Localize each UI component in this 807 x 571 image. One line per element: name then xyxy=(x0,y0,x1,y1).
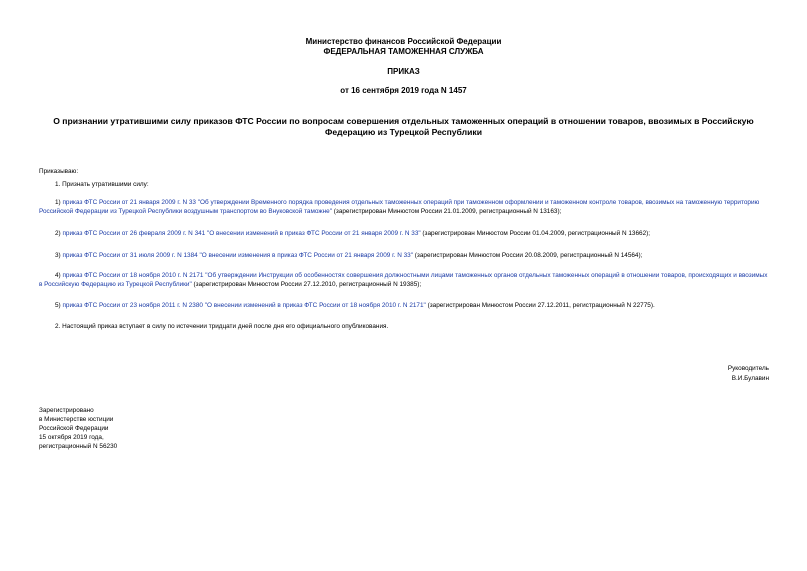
registration-line-5: регистрационный N 56230 xyxy=(39,443,118,450)
item2: 2. Настоящий приказ вступает в силу по истечении тридцати дней после дня его официального опубликования. xyxy=(55,323,389,330)
service-heading: ФЕДЕРАЛЬНАЯ ТАМОЖЕННАЯ СЛУЖБА xyxy=(323,47,484,56)
ministry-heading: Министерство финансов Российской Федерации xyxy=(305,37,502,46)
item1-intro: 1. Признать утратившими силу: xyxy=(55,181,149,188)
doc-type-heading: ПРИКАЗ xyxy=(387,67,420,76)
subitem-prefix: 4) xyxy=(55,272,63,279)
subitem-link[interactable]: приказ ФТС России от 18 ноября 2010 г. N 2171 "Об утверждении Инструкции об особенностях совершения должностными лицами таможенных органов отдельных таможенных операций в отношении товаров, происходящих и ввозимых в Российскую Федерацию из Турецкой Республики" xyxy=(39,272,768,288)
subitem-2 xyxy=(39,229,769,238)
subitem-prefix: 1) xyxy=(55,199,63,206)
registration-line-4: 15 октября 2019 года, xyxy=(39,434,104,441)
subitem-rest: (зарегистрирован Минюстом России 21.01.2009, регистрационный N 13163); xyxy=(331,208,562,215)
subitem-rest: (зарегистрирован Минюстом России 01.04.2009, регистрационный N 13662); xyxy=(420,230,651,237)
registration-line-1: Зарегистрировано xyxy=(39,407,94,414)
registration-line-2: в Министерстве юстиции xyxy=(39,416,114,423)
document-title: О признании утратившими силу приказов ФТС России по вопросам совершения отдельных таможенных операций в отношении товаров, ввозимых в Российскую Федерацию из Турецкой Республики xyxy=(53,116,754,137)
signature-position: Руководитель xyxy=(727,365,769,372)
subitem-rest: (зарегистрирован Минюстом России 20.08.2009, регистрационный N 14564); xyxy=(413,252,643,259)
doc-date-number: от 16 сентября 2019 года N 1457 xyxy=(340,86,467,95)
subitem-1 xyxy=(39,198,769,216)
subitem-rest: (зарегистрирован Минюстом России 27.12.2011, регистрационный N 22775). xyxy=(425,302,655,309)
subitem-5 xyxy=(39,301,769,310)
subitem-link[interactable]: приказ ФТС России от 23 ноября 2011 г. N 2380 "О внесении изменений в приказ ФТС России от 18 ноября 2010 г. N 2171" xyxy=(62,302,426,309)
signature-name: В.И.Булавин xyxy=(731,375,769,382)
subitem-link[interactable]: приказ ФТС России от 26 февраля 2009 г. N 341 "О внесении изменений в приказ ФТС России от 21 января 2009 г. N 33" xyxy=(62,230,421,237)
subitem-prefix: 5) xyxy=(55,302,63,309)
subitem-prefix: 2) xyxy=(55,230,63,237)
subitem-rest: (зарегистрирован Минюстом России 27.12.2010, регистрационный N 19385); xyxy=(191,281,422,288)
subitem-4 xyxy=(39,271,769,289)
registration-line-3: Российской Федерации xyxy=(39,425,109,432)
subitem-3 xyxy=(39,251,769,260)
subitem-link[interactable]: приказ ФТС России от 31 июля 2009 г. N 1384 "О внесении изменения в приказ ФТС России от 21 января 2009 г. N 33" xyxy=(62,252,413,259)
subitem-link[interactable]: приказ ФТС России от 21 января 2009 г. N 33 "Об утверждении Временного порядка проведения отдельных таможенных операций при таможенном оформлении и таможенном контроле товаров, ввозимых на таможенную территорию Российской Федерации из Турецкой Республики воздушным транспортом во Внуковской таможне" xyxy=(39,199,760,215)
order-word: Приказываю: xyxy=(39,168,79,175)
subitem-prefix: 3) xyxy=(55,252,63,259)
